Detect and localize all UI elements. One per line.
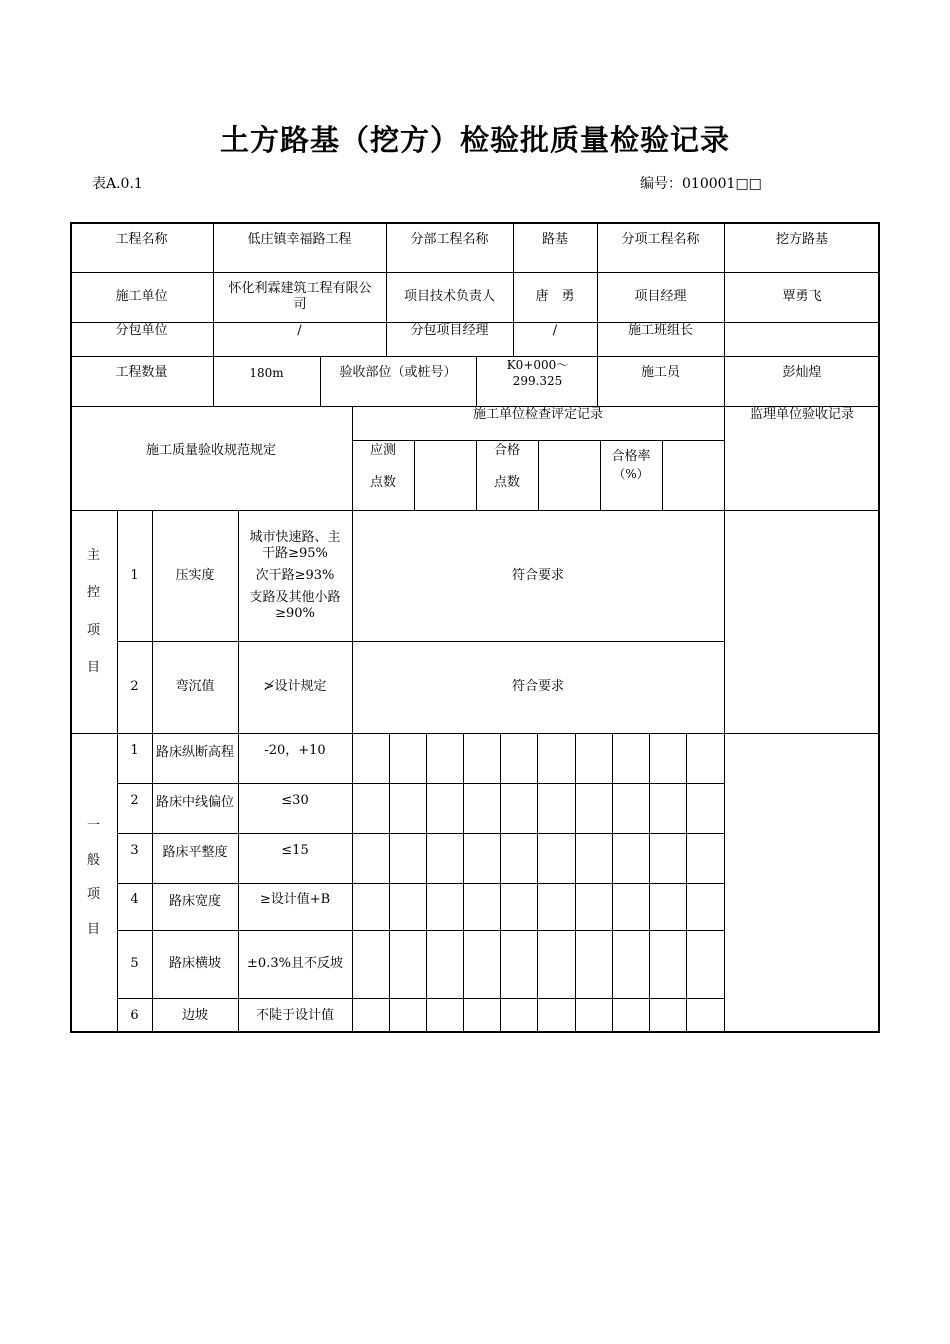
general-item-spec: ≤15 — [281, 843, 309, 858]
cell-spec-label: 施工质量验收规范规定 — [145, 443, 276, 458]
page-title: 土方路基（挖方）检验批质量检验记录 — [219, 123, 730, 157]
cell-quantity: 180m — [249, 366, 284, 380]
table-rule — [538, 440, 539, 510]
main-item-result: 符合要求 — [511, 567, 564, 583]
cell-location-label: 验收部位（或桩号） — [339, 365, 457, 380]
table-rule — [575, 733, 576, 1033]
general-item-no: 1 — [130, 743, 139, 758]
label-char: 控 — [86, 585, 100, 601]
cell-contractor: 怀化利霖建筑工程有限公司 — [228, 281, 372, 312]
form-number: 表A.0.1 — [92, 176, 143, 192]
general-item-spec: 不陡于设计值 — [255, 1007, 334, 1023]
general-item-no: 5 — [130, 956, 139, 971]
main-item-no: 1 — [130, 567, 139, 583]
label-char: 一 — [86, 818, 100, 833]
cell-pm-label: 项目经理 — [634, 289, 687, 304]
spec-line: 城市快速路、主干路≥95% — [249, 529, 341, 561]
general-item-name: 路床平整度 — [162, 845, 228, 860]
cell-sub-division-label: 分部工程名称 — [410, 232, 489, 247]
cell-check-label: 施工单位检查评定记录 — [472, 407, 603, 422]
cell-pm: 覃勇飞 — [782, 289, 822, 304]
table-rule — [612, 733, 613, 1033]
table-rule — [649, 733, 650, 1033]
cell-tech-lead-label: 项目技术负责人 — [403, 289, 495, 304]
general-item-spec: ≤30 — [281, 793, 309, 808]
cell-qualified: 合格 — [493, 443, 520, 458]
table-rule — [389, 733, 390, 1033]
cell-project-name: 低庄镇幸福路工程 — [247, 232, 352, 247]
table-rule — [537, 733, 538, 1033]
table-rule — [426, 733, 427, 1033]
cell-should-measure: 应测 — [369, 443, 396, 458]
cell-team-lead-label: 施工班组长 — [627, 323, 693, 338]
cell-item: 挖方路基 — [775, 232, 828, 247]
cell-sub-pm-label: 分包项目经理 — [410, 323, 489, 338]
general-item-no: 4 — [130, 891, 139, 907]
cell-points1: 点数 — [369, 475, 396, 490]
cell-team-lead — [724, 322, 880, 340]
main-item-result: 符合要求 — [511, 679, 564, 694]
general-item-spec: ±0.3%且不反坡 — [247, 956, 343, 971]
table-rule — [878, 222, 880, 1033]
cell-subcontractor: / — [297, 323, 302, 338]
main-item-spec: ≯设计规定 — [263, 679, 327, 694]
main-item-name: 弯沉值 — [175, 679, 215, 694]
main-item-spec — [238, 510, 352, 641]
main-item-name: 压实度 — [175, 567, 215, 583]
cell-project-name-label: 工程名称 — [115, 232, 168, 247]
table-rule — [463, 733, 464, 1033]
cell-worker-label: 施工员 — [640, 365, 680, 380]
spec-line: 次干路≥93% — [255, 567, 335, 583]
label-char: 主 — [86, 548, 100, 563]
label-char: 项 — [86, 887, 100, 903]
table-rule — [500, 733, 501, 1033]
table-rule — [476, 356, 477, 406]
cell-sub-division: 路基 — [541, 232, 568, 247]
cell-contractor-label: 施工单位 — [115, 289, 168, 304]
cell-rate: 合格率 — [611, 449, 651, 464]
spec-line: 支路及其他小路≥90% — [249, 589, 341, 621]
table-rule — [414, 440, 415, 510]
general-item-spec: ≥设计值+B — [259, 891, 331, 907]
cell-points2: 点数 — [493, 475, 520, 490]
general-item-name: 路床宽度 — [168, 893, 221, 909]
table-rule — [662, 440, 663, 510]
cell-worker: 彭灿煌 — [782, 365, 822, 380]
general-item-no: 6 — [130, 1007, 139, 1023]
cell-subcontractor-label: 分包单位 — [115, 323, 168, 338]
table-rule — [724, 406, 725, 1033]
cell-sub-pm: / — [552, 323, 558, 338]
cell-quantity-label: 工程数量 — [115, 365, 168, 380]
label-char: 目 — [86, 659, 100, 675]
cell-rate-unit: （%） — [613, 467, 649, 481]
cell-item-label: 分项工程名称 — [621, 232, 700, 247]
cell-supervise-label: 监理单位验收记录 — [749, 407, 854, 422]
cell-location: K0+000～299.325 — [506, 358, 569, 388]
label-char: 般 — [86, 852, 100, 868]
table-rule — [686, 733, 687, 1033]
serial-number: 编号：010001□□ — [640, 176, 762, 192]
general-item-spec: -20，+10 — [264, 743, 326, 758]
general-item-name: 边坡 — [181, 1007, 208, 1023]
general-item-name: 路床横坡 — [168, 956, 221, 971]
general-item-no: 2 — [130, 793, 139, 808]
cell-tech-lead: 唐 勇 — [535, 289, 575, 304]
label-char: 目 — [86, 921, 100, 937]
main-item-no: 2 — [130, 679, 139, 694]
label-char: 项 — [86, 622, 100, 638]
general-item-name: 路床中线偏位 — [156, 795, 235, 810]
general-item-no: 3 — [130, 843, 139, 858]
general-label — [70, 818, 117, 938]
general-item-name: 路床纵断高程 — [156, 745, 235, 760]
main-control-label — [70, 548, 117, 676]
